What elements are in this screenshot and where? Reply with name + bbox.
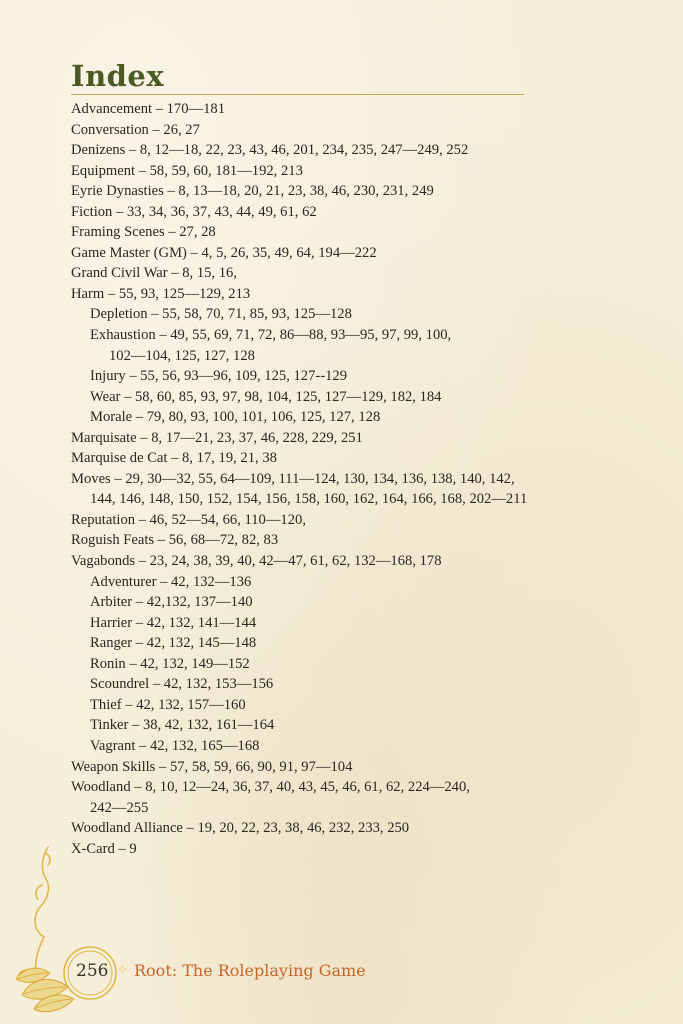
index-entry: Moves – 29, 30—32, 55, 64—109, 111—124, 130, 134, 136, 138, 140, 142,: [71, 470, 515, 487]
index-subentry: Wear – 58, 60, 85, 93, 97, 98, 104, 125, 127—129, 182, 184: [90, 388, 442, 405]
index-entry: Framing Scenes – 27, 28: [71, 224, 216, 241]
index-entry-continuation: 144, 146, 148, 150, 152, 154, 156, 158, 160, 162, 164, 166, 168, 202—211: [90, 491, 528, 508]
index-subentry: Ronin – 42, 132, 149—152: [90, 655, 250, 672]
index-subentry: Morale – 79, 80, 93, 100, 101, 106, 125, 127, 128: [90, 409, 381, 426]
title-rule: [71, 94, 524, 95]
index-entry: Woodland Alliance – 19, 20, 22, 23, 38, 46, 232, 233, 250: [71, 820, 410, 837]
dot-separator-icon: ⁘: [117, 963, 128, 978]
index-entry: Game Master (GM) – 4, 5, 26, 35, 49, 64, 194—222: [71, 244, 377, 261]
page-number: 256: [76, 961, 109, 981]
index-entry: Eyrie Dynasties – 8, 13—18, 20, 21, 23, 38, 46, 230, 231, 249: [71, 183, 434, 200]
index-entry: Weapon Skills – 57, 58, 59, 66, 90, 91, 97—104: [71, 758, 353, 775]
index-subentry: Harrier – 42, 132, 141—144: [90, 614, 257, 631]
index-entry: Roguish Feats – 56, 68—72, 82, 83: [71, 532, 279, 549]
index-entry: Woodland – 8, 10, 12—24, 36, 37, 40, 43, 45, 46, 61, 62, 224—240,: [71, 779, 470, 796]
index-entry: Vagabonds – 23, 24, 38, 39, 40, 42—47, 61, 62, 132—168, 178: [71, 553, 442, 570]
index-entry: Grand Civil War – 8, 15, 16,: [71, 265, 237, 282]
index-subentry: Arbiter – 42,132, 137—140: [90, 594, 253, 611]
index-subentry: Thief – 42, 132, 157—160: [90, 696, 246, 713]
index-subentry: Exhaustion – 49, 55, 69, 71, 72, 86—88, 93—95, 97, 99, 100,: [90, 327, 452, 344]
index-entry: Harm – 55, 93, 125—129, 213: [71, 285, 251, 302]
index-entry: X-Card – 9: [71, 840, 137, 857]
index-entry: Advancement – 170—181: [71, 101, 226, 117]
index-subentry: Adventurer – 42, 132—136: [90, 573, 252, 590]
index-subentry: Scoundrel – 42, 132, 153—156: [90, 676, 274, 693]
page-title: Index: [71, 59, 165, 93]
index-subentry: Injury – 55, 56, 93—96, 109, 125, 127--129: [90, 368, 347, 385]
index-subentry: Depletion – 55, 58, 70, 71, 85, 93, 125—128: [90, 306, 352, 323]
book-title: Root: The Roleplaying Game: [134, 961, 366, 980]
index-subentry: Tinker – 38, 42, 132, 161—164: [90, 717, 275, 734]
index-entry: Marquise de Cat – 8, 17, 19, 21, 38: [71, 450, 277, 467]
index-entry: Equipment – 58, 59, 60, 181—192, 213: [71, 162, 303, 179]
index-entry: Fiction – 33, 34, 36, 37, 43, 44, 49, 61, 62: [71, 203, 317, 220]
index-subentry: Vagrant – 42, 132, 165—168: [90, 737, 260, 754]
index-entry-continuation: 102—104, 125, 127, 128: [109, 347, 255, 364]
index-entry: Reputation – 46, 52—54, 66, 110—120,: [71, 511, 306, 528]
index-entry: Conversation – 26, 27: [71, 121, 200, 138]
leaf-flourish-icon: [12, 845, 132, 1015]
index-list: [71, 99, 541, 859]
index-entry: Marquisate – 8, 17—21, 23, 37, 46, 228, 229, 251: [71, 429, 363, 446]
index-entry: Denizens – 8, 12—18, 22, 23, 43, 46, 201, 234, 235, 247—249, 252: [71, 142, 469, 159]
index-entry-continuation: 242—255: [90, 799, 149, 816]
index-subentry: Ranger – 42, 132, 145—148: [90, 635, 257, 652]
